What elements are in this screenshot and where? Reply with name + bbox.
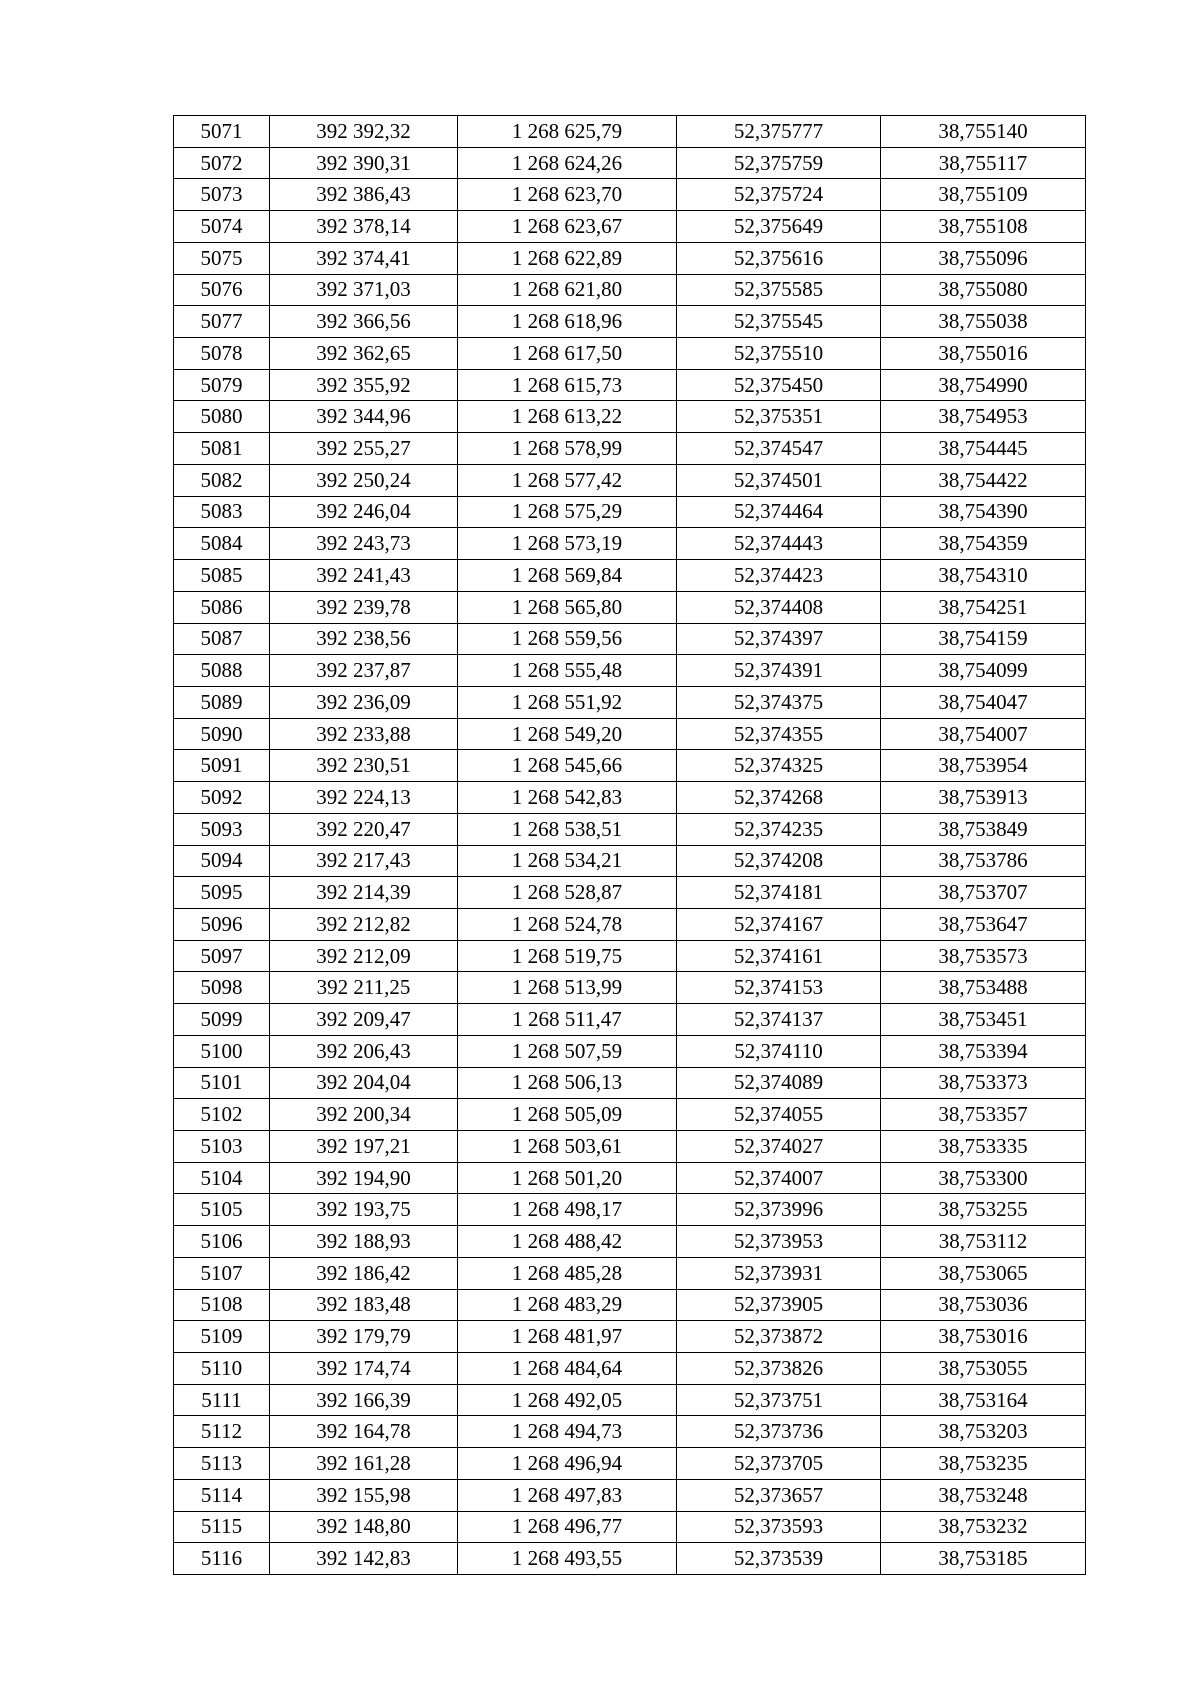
y-coordinate-cell: 1 268 565,80 — [458, 591, 677, 623]
x-coordinate-cell: 392 211,25 — [270, 972, 458, 1004]
table-row — [174, 528, 1086, 560]
longitude-cell: 38,754953 — [881, 401, 1086, 433]
latitude-cell: 52,375450 — [677, 369, 881, 401]
y-coordinate-cell: 1 268 528,87 — [458, 877, 677, 909]
latitude-cell: 52,374423 — [677, 560, 881, 592]
y-coordinate-cell: 1 268 617,50 — [458, 338, 677, 370]
latitude-cell: 52,373705 — [677, 1448, 881, 1480]
x-coordinate-cell: 392 155,98 — [270, 1479, 458, 1511]
longitude-cell: 38,754159 — [881, 623, 1086, 655]
y-coordinate-cell: 1 268 569,84 — [458, 560, 677, 592]
point-number-cell: 5097 — [174, 940, 270, 972]
y-coordinate-cell: 1 268 551,92 — [458, 686, 677, 718]
y-coordinate-cell: 1 268 625,79 — [458, 116, 677, 148]
latitude-cell: 52,374464 — [677, 496, 881, 528]
latitude-cell: 52,374089 — [677, 1067, 881, 1099]
point-number-cell: 5109 — [174, 1321, 270, 1353]
x-coordinate-cell: 392 148,80 — [270, 1511, 458, 1543]
longitude-cell: 38,755117 — [881, 147, 1086, 179]
latitude-cell: 52,373657 — [677, 1479, 881, 1511]
x-coordinate-cell: 392 183,48 — [270, 1289, 458, 1321]
latitude-cell: 52,374391 — [677, 655, 881, 687]
longitude-cell: 38,754251 — [881, 591, 1086, 623]
y-coordinate-cell: 1 268 481,97 — [458, 1321, 677, 1353]
point-number-cell: 5087 — [174, 623, 270, 655]
table-row — [174, 1099, 1086, 1131]
x-coordinate-cell: 392 230,51 — [270, 750, 458, 782]
y-coordinate-cell: 1 268 618,96 — [458, 306, 677, 338]
longitude-cell: 38,753232 — [881, 1511, 1086, 1543]
table-row — [174, 1511, 1086, 1543]
y-coordinate-cell: 1 268 615,73 — [458, 369, 677, 401]
y-coordinate-cell: 1 268 624,26 — [458, 147, 677, 179]
latitude-cell: 52,374355 — [677, 718, 881, 750]
x-coordinate-cell: 392 212,82 — [270, 908, 458, 940]
y-coordinate-cell: 1 268 492,05 — [458, 1384, 677, 1416]
coordinates-table — [173, 115, 1086, 1575]
point-number-cell: 5085 — [174, 560, 270, 592]
latitude-cell: 52,373905 — [677, 1289, 881, 1321]
x-coordinate-cell: 392 217,43 — [270, 845, 458, 877]
x-coordinate-cell: 392 206,43 — [270, 1035, 458, 1067]
table-row — [174, 1004, 1086, 1036]
longitude-cell: 38,753488 — [881, 972, 1086, 1004]
latitude-cell: 52,373826 — [677, 1353, 881, 1385]
latitude-cell: 52,375351 — [677, 401, 881, 433]
x-coordinate-cell: 392 194,90 — [270, 1162, 458, 1194]
point-number-cell: 5083 — [174, 496, 270, 528]
latitude-cell: 52,375777 — [677, 116, 881, 148]
longitude-cell: 38,754990 — [881, 369, 1086, 401]
x-coordinate-cell: 392 212,09 — [270, 940, 458, 972]
table-row — [174, 623, 1086, 655]
point-number-cell: 5100 — [174, 1035, 270, 1067]
longitude-cell: 38,753248 — [881, 1479, 1086, 1511]
latitude-cell: 52,375510 — [677, 338, 881, 370]
y-coordinate-cell: 1 268 501,20 — [458, 1162, 677, 1194]
table-row — [174, 1035, 1086, 1067]
point-number-cell: 5092 — [174, 782, 270, 814]
x-coordinate-cell: 392 250,24 — [270, 464, 458, 496]
longitude-cell: 38,754310 — [881, 560, 1086, 592]
longitude-cell: 38,755140 — [881, 116, 1086, 148]
table-row — [174, 1543, 1086, 1575]
point-number-cell: 5101 — [174, 1067, 270, 1099]
longitude-cell: 38,755080 — [881, 274, 1086, 306]
latitude-cell: 52,374181 — [677, 877, 881, 909]
x-coordinate-cell: 392 236,09 — [270, 686, 458, 718]
table-row — [174, 1321, 1086, 1353]
table-row — [174, 591, 1086, 623]
y-coordinate-cell: 1 268 623,70 — [458, 179, 677, 211]
latitude-cell: 52,374027 — [677, 1131, 881, 1163]
point-number-cell: 5111 — [174, 1384, 270, 1416]
longitude-cell: 38,754422 — [881, 464, 1086, 496]
latitude-cell: 52,374208 — [677, 845, 881, 877]
point-number-cell: 5082 — [174, 464, 270, 496]
table-row — [174, 1353, 1086, 1385]
table-row — [174, 496, 1086, 528]
y-coordinate-cell: 1 268 488,42 — [458, 1226, 677, 1258]
longitude-cell: 38,753300 — [881, 1162, 1086, 1194]
point-number-cell: 5074 — [174, 211, 270, 243]
y-coordinate-cell: 1 268 506,13 — [458, 1067, 677, 1099]
x-coordinate-cell: 392 390,31 — [270, 147, 458, 179]
point-number-cell: 5107 — [174, 1257, 270, 1289]
y-coordinate-cell: 1 268 555,48 — [458, 655, 677, 687]
point-number-cell: 5077 — [174, 306, 270, 338]
longitude-cell: 38,753164 — [881, 1384, 1086, 1416]
table-row — [174, 750, 1086, 782]
longitude-cell: 38,753357 — [881, 1099, 1086, 1131]
y-coordinate-cell: 1 268 621,80 — [458, 274, 677, 306]
point-number-cell: 5075 — [174, 242, 270, 274]
latitude-cell: 52,374547 — [677, 433, 881, 465]
longitude-cell: 38,755038 — [881, 306, 1086, 338]
table-row — [174, 908, 1086, 940]
table-row — [174, 1384, 1086, 1416]
longitude-cell: 38,755109 — [881, 179, 1086, 211]
y-coordinate-cell: 1 268 497,83 — [458, 1479, 677, 1511]
latitude-cell: 52,374268 — [677, 782, 881, 814]
longitude-cell: 38,753647 — [881, 908, 1086, 940]
table-row — [174, 116, 1086, 148]
latitude-cell: 52,375585 — [677, 274, 881, 306]
point-number-cell: 5093 — [174, 813, 270, 845]
y-coordinate-cell: 1 268 534,21 — [458, 845, 677, 877]
x-coordinate-cell: 392 186,42 — [270, 1257, 458, 1289]
longitude-cell: 38,753235 — [881, 1448, 1086, 1480]
table-row — [174, 274, 1086, 306]
y-coordinate-cell: 1 268 577,42 — [458, 464, 677, 496]
table-row — [174, 464, 1086, 496]
point-number-cell: 5090 — [174, 718, 270, 750]
y-coordinate-cell: 1 268 549,20 — [458, 718, 677, 750]
latitude-cell: 52,373953 — [677, 1226, 881, 1258]
x-coordinate-cell: 392 239,78 — [270, 591, 458, 623]
x-coordinate-cell: 392 188,93 — [270, 1226, 458, 1258]
y-coordinate-cell: 1 268 622,89 — [458, 242, 677, 274]
point-number-cell: 5115 — [174, 1511, 270, 1543]
x-coordinate-cell: 392 142,83 — [270, 1543, 458, 1575]
y-coordinate-cell: 1 268 494,73 — [458, 1416, 677, 1448]
x-coordinate-cell: 392 204,04 — [270, 1067, 458, 1099]
coordinates-table-body — [174, 116, 1086, 1575]
x-coordinate-cell: 392 371,03 — [270, 274, 458, 306]
longitude-cell: 38,754007 — [881, 718, 1086, 750]
point-number-cell: 5113 — [174, 1448, 270, 1480]
x-coordinate-cell: 392 374,41 — [270, 242, 458, 274]
table-row — [174, 1416, 1086, 1448]
longitude-cell: 38,753573 — [881, 940, 1086, 972]
point-number-cell: 5073 — [174, 179, 270, 211]
latitude-cell: 52,374110 — [677, 1035, 881, 1067]
longitude-cell: 38,753112 — [881, 1226, 1086, 1258]
x-coordinate-cell: 392 243,73 — [270, 528, 458, 560]
point-number-cell: 5116 — [174, 1543, 270, 1575]
latitude-cell: 52,374501 — [677, 464, 881, 496]
point-number-cell: 5105 — [174, 1194, 270, 1226]
point-number-cell: 5076 — [174, 274, 270, 306]
table-row — [174, 1067, 1086, 1099]
x-coordinate-cell: 392 200,34 — [270, 1099, 458, 1131]
point-number-cell: 5091 — [174, 750, 270, 782]
x-coordinate-cell: 392 214,39 — [270, 877, 458, 909]
table-row — [174, 211, 1086, 243]
point-number-cell: 5104 — [174, 1162, 270, 1194]
y-coordinate-cell: 1 268 484,64 — [458, 1353, 677, 1385]
table-row — [174, 686, 1086, 718]
x-coordinate-cell: 392 237,87 — [270, 655, 458, 687]
longitude-cell: 38,753335 — [881, 1131, 1086, 1163]
longitude-cell: 38,753016 — [881, 1321, 1086, 1353]
x-coordinate-cell: 392 164,78 — [270, 1416, 458, 1448]
point-number-cell: 5096 — [174, 908, 270, 940]
latitude-cell: 52,374375 — [677, 686, 881, 718]
point-number-cell: 5072 — [174, 147, 270, 179]
y-coordinate-cell: 1 268 573,19 — [458, 528, 677, 560]
latitude-cell: 52,373872 — [677, 1321, 881, 1353]
longitude-cell: 38,753913 — [881, 782, 1086, 814]
latitude-cell: 52,374055 — [677, 1099, 881, 1131]
x-coordinate-cell: 392 238,56 — [270, 623, 458, 655]
latitude-cell: 52,373931 — [677, 1257, 881, 1289]
latitude-cell: 52,375649 — [677, 211, 881, 243]
x-coordinate-cell: 392 179,79 — [270, 1321, 458, 1353]
latitude-cell: 52,374408 — [677, 591, 881, 623]
table-row — [174, 1257, 1086, 1289]
y-coordinate-cell: 1 268 485,28 — [458, 1257, 677, 1289]
longitude-cell: 38,753954 — [881, 750, 1086, 782]
table-row — [174, 718, 1086, 750]
table-row — [174, 655, 1086, 687]
y-coordinate-cell: 1 268 505,09 — [458, 1099, 677, 1131]
table-row — [174, 877, 1086, 909]
longitude-cell: 38,753849 — [881, 813, 1086, 845]
longitude-cell: 38,753065 — [881, 1257, 1086, 1289]
longitude-cell: 38,753707 — [881, 877, 1086, 909]
y-coordinate-cell: 1 268 545,66 — [458, 750, 677, 782]
longitude-cell: 38,753255 — [881, 1194, 1086, 1226]
x-coordinate-cell: 392 209,47 — [270, 1004, 458, 1036]
latitude-cell: 52,373996 — [677, 1194, 881, 1226]
x-coordinate-cell: 392 362,65 — [270, 338, 458, 370]
longitude-cell: 38,753036 — [881, 1289, 1086, 1321]
latitude-cell: 52,373751 — [677, 1384, 881, 1416]
latitude-cell: 52,374397 — [677, 623, 881, 655]
x-coordinate-cell: 392 386,43 — [270, 179, 458, 211]
y-coordinate-cell: 1 268 623,67 — [458, 211, 677, 243]
point-number-cell: 5080 — [174, 401, 270, 433]
point-number-cell: 5088 — [174, 655, 270, 687]
latitude-cell: 52,374235 — [677, 813, 881, 845]
y-coordinate-cell: 1 268 578,99 — [458, 433, 677, 465]
longitude-cell: 38,753373 — [881, 1067, 1086, 1099]
x-coordinate-cell: 392 378,14 — [270, 211, 458, 243]
x-coordinate-cell: 392 166,39 — [270, 1384, 458, 1416]
latitude-cell: 52,375545 — [677, 306, 881, 338]
y-coordinate-cell: 1 268 496,77 — [458, 1511, 677, 1543]
point-number-cell: 5103 — [174, 1131, 270, 1163]
table-row — [174, 338, 1086, 370]
point-number-cell: 5078 — [174, 338, 270, 370]
point-number-cell: 5086 — [174, 591, 270, 623]
longitude-cell: 38,754445 — [881, 433, 1086, 465]
longitude-cell: 38,754099 — [881, 655, 1086, 687]
point-number-cell: 5071 — [174, 116, 270, 148]
longitude-cell: 38,755096 — [881, 242, 1086, 274]
point-number-cell: 5081 — [174, 433, 270, 465]
x-coordinate-cell: 392 197,21 — [270, 1131, 458, 1163]
latitude-cell: 52,375616 — [677, 242, 881, 274]
x-coordinate-cell: 392 246,04 — [270, 496, 458, 528]
x-coordinate-cell: 392 193,75 — [270, 1194, 458, 1226]
point-number-cell: 5110 — [174, 1353, 270, 1385]
table-row — [174, 401, 1086, 433]
y-coordinate-cell: 1 268 524,78 — [458, 908, 677, 940]
x-coordinate-cell: 392 220,47 — [270, 813, 458, 845]
longitude-cell: 38,753451 — [881, 1004, 1086, 1036]
latitude-cell: 52,375724 — [677, 179, 881, 211]
y-coordinate-cell: 1 268 559,56 — [458, 623, 677, 655]
y-coordinate-cell: 1 268 483,29 — [458, 1289, 677, 1321]
latitude-cell: 52,373593 — [677, 1511, 881, 1543]
latitude-cell: 52,374167 — [677, 908, 881, 940]
longitude-cell: 38,754359 — [881, 528, 1086, 560]
latitude-cell: 52,374443 — [677, 528, 881, 560]
latitude-cell: 52,374137 — [677, 1004, 881, 1036]
longitude-cell: 38,753055 — [881, 1353, 1086, 1385]
table-row — [174, 1131, 1086, 1163]
table-row — [174, 1194, 1086, 1226]
point-number-cell: 5106 — [174, 1226, 270, 1258]
latitude-cell: 52,374007 — [677, 1162, 881, 1194]
table-row — [174, 782, 1086, 814]
latitude-cell: 52,373539 — [677, 1543, 881, 1575]
table-row — [174, 845, 1086, 877]
longitude-cell: 38,753394 — [881, 1035, 1086, 1067]
latitude-cell: 52,374153 — [677, 972, 881, 1004]
y-coordinate-cell: 1 268 507,59 — [458, 1035, 677, 1067]
point-number-cell: 5094 — [174, 845, 270, 877]
longitude-cell: 38,753203 — [881, 1416, 1086, 1448]
y-coordinate-cell: 1 268 493,55 — [458, 1543, 677, 1575]
x-coordinate-cell: 392 392,32 — [270, 116, 458, 148]
table-row — [174, 147, 1086, 179]
point-number-cell: 5108 — [174, 1289, 270, 1321]
x-coordinate-cell: 392 174,74 — [270, 1353, 458, 1385]
table-row — [174, 972, 1086, 1004]
y-coordinate-cell: 1 268 513,99 — [458, 972, 677, 1004]
longitude-cell: 38,753185 — [881, 1543, 1086, 1575]
table-row — [174, 940, 1086, 972]
x-coordinate-cell: 392 355,92 — [270, 369, 458, 401]
y-coordinate-cell: 1 268 542,83 — [458, 782, 677, 814]
longitude-cell: 38,755108 — [881, 211, 1086, 243]
table-row — [174, 306, 1086, 338]
y-coordinate-cell: 1 268 519,75 — [458, 940, 677, 972]
latitude-cell: 52,374161 — [677, 940, 881, 972]
x-coordinate-cell: 392 241,43 — [270, 560, 458, 592]
point-number-cell: 5079 — [174, 369, 270, 401]
longitude-cell: 38,754390 — [881, 496, 1086, 528]
longitude-cell: 38,753786 — [881, 845, 1086, 877]
table-row — [174, 1226, 1086, 1258]
table-row — [174, 560, 1086, 592]
x-coordinate-cell: 392 224,13 — [270, 782, 458, 814]
table-row — [174, 433, 1086, 465]
x-coordinate-cell: 392 366,56 — [270, 306, 458, 338]
longitude-cell: 38,755016 — [881, 338, 1086, 370]
y-coordinate-cell: 1 268 613,22 — [458, 401, 677, 433]
point-number-cell: 5099 — [174, 1004, 270, 1036]
y-coordinate-cell: 1 268 538,51 — [458, 813, 677, 845]
point-number-cell: 5112 — [174, 1416, 270, 1448]
table-row — [174, 369, 1086, 401]
point-number-cell: 5084 — [174, 528, 270, 560]
latitude-cell: 52,373736 — [677, 1416, 881, 1448]
y-coordinate-cell: 1 268 575,29 — [458, 496, 677, 528]
table-row — [174, 1162, 1086, 1194]
table-row — [174, 1289, 1086, 1321]
table-row — [174, 1448, 1086, 1480]
point-number-cell: 5089 — [174, 686, 270, 718]
latitude-cell: 52,375759 — [677, 147, 881, 179]
x-coordinate-cell: 392 233,88 — [270, 718, 458, 750]
longitude-cell: 38,754047 — [881, 686, 1086, 718]
x-coordinate-cell: 392 344,96 — [270, 401, 458, 433]
latitude-cell: 52,374325 — [677, 750, 881, 782]
y-coordinate-cell: 1 268 496,94 — [458, 1448, 677, 1480]
y-coordinate-cell: 1 268 503,61 — [458, 1131, 677, 1163]
table-row — [174, 242, 1086, 274]
x-coordinate-cell: 392 161,28 — [270, 1448, 458, 1480]
point-number-cell: 5102 — [174, 1099, 270, 1131]
point-number-cell: 5095 — [174, 877, 270, 909]
point-number-cell: 5098 — [174, 972, 270, 1004]
y-coordinate-cell: 1 268 498,17 — [458, 1194, 677, 1226]
x-coordinate-cell: 392 255,27 — [270, 433, 458, 465]
y-coordinate-cell: 1 268 511,47 — [458, 1004, 677, 1036]
table-row — [174, 813, 1086, 845]
point-number-cell: 5114 — [174, 1479, 270, 1511]
table-row — [174, 1479, 1086, 1511]
table-row — [174, 179, 1086, 211]
